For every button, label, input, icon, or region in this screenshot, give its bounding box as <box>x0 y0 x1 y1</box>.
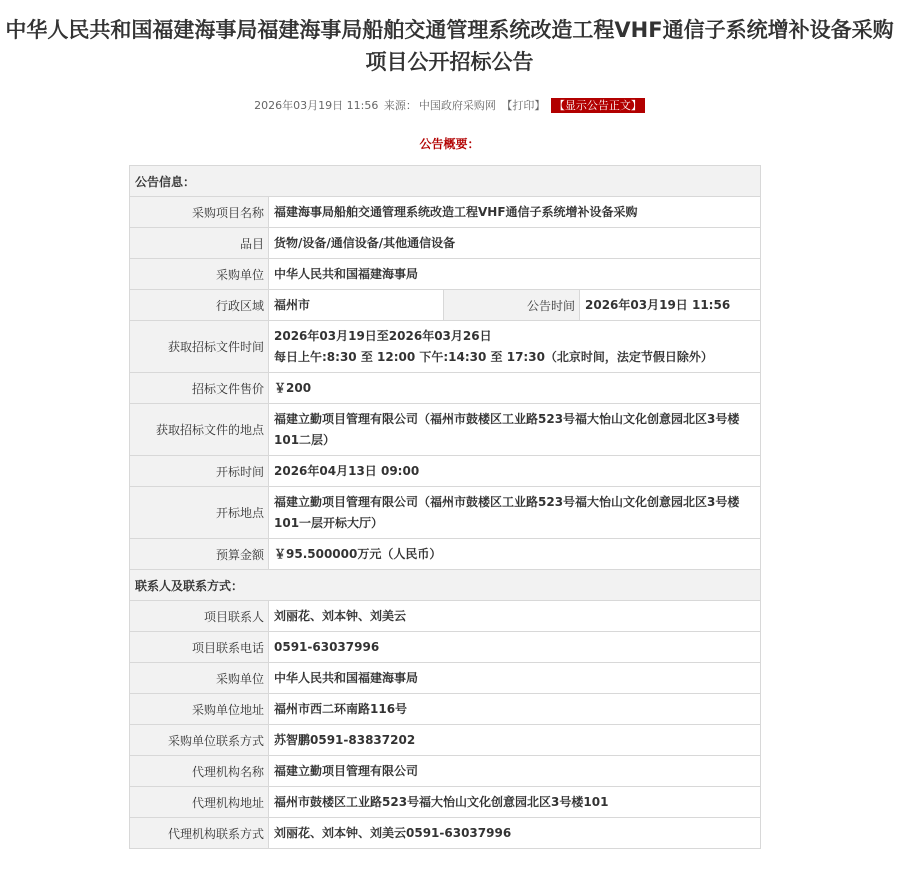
table-row <box>130 725 761 756</box>
open-time-value: 2026年04月13日 09:00 <box>269 456 761 487</box>
table-row <box>130 818 761 849</box>
table-row <box>130 197 761 228</box>
row-label: 采购单位地址 <box>130 694 269 725</box>
project-name-value: 福建海事局船舶交通管理系统改造工程VHF通信子系统增补设备采购 <box>269 197 761 228</box>
table-row <box>130 259 761 290</box>
table-row <box>130 601 761 632</box>
purchaser-value: 中华人民共和国福建海事局 <box>269 259 761 290</box>
row-label: 采购单位 <box>130 663 269 694</box>
budget-value: ￥95.500000万元（人民币） <box>269 539 761 570</box>
category-value: 货物/设备/通信设备/其他通信设备 <box>269 228 761 259</box>
notice-time-value: 2026年03月19日 11:56 <box>580 290 761 321</box>
section-notice-info: 公告信息： <box>130 166 761 197</box>
section-row <box>130 570 761 601</box>
region-value: 福州市 <box>269 290 444 321</box>
show-notice-button[interactable]: 【显示公告正文】 <box>551 98 645 113</box>
table-row <box>130 756 761 787</box>
row-label: 采购单位 <box>130 259 269 290</box>
print-link[interactable]: 【打印】 <box>501 99 546 112</box>
row-label: 公告时间 <box>444 290 580 321</box>
agency-address-value: 福州市鼓楼区工业路523号福大怡山文化创意园北区3号楼101 <box>269 787 761 818</box>
table-row <box>130 404 761 456</box>
announcement-meta <box>0 98 899 114</box>
table-row <box>130 290 761 321</box>
doc-time-hours: 每日上午:8:30 至 12:00 下午:14:30 至 17:30（北京时间，法定节假日除外） <box>274 349 713 364</box>
table-row <box>130 373 761 404</box>
table-row <box>130 456 761 487</box>
table-row <box>130 632 761 663</box>
purchaser-address-value: 福州市西二环南路116号 <box>269 694 761 725</box>
row-label: 获取招标文件的地点 <box>130 404 269 456</box>
row-label: 开标时间 <box>130 456 269 487</box>
row-label: 采购项目名称 <box>130 197 269 228</box>
table-row <box>130 228 761 259</box>
row-label: 招标文件售价 <box>130 373 269 404</box>
row-label: 代理机构联系方式 <box>130 818 269 849</box>
doc-time-value <box>269 321 761 373</box>
section-row <box>130 166 761 197</box>
project-phone-value: 0591-63037996 <box>269 632 761 663</box>
agency-name-value: 福建立勤项目管理有限公司 <box>269 756 761 787</box>
row-label: 预算金额 <box>130 539 269 570</box>
row-label: 代理机构名称 <box>130 756 269 787</box>
table-row <box>130 487 761 539</box>
announcement-table <box>129 165 761 849</box>
row-label: 项目联系电话 <box>130 632 269 663</box>
row-label: 获取招标文件时间 <box>130 321 269 373</box>
doc-price-value: ￥200 <box>269 373 761 404</box>
table-row <box>130 321 761 373</box>
row-label: 开标地点 <box>130 487 269 539</box>
doc-time-dates: 2026年03月19日至2026年03月26日 <box>274 328 492 343</box>
section-contact-info: 联系人及联系方式： <box>130 570 761 601</box>
table-row <box>130 787 761 818</box>
row-label: 品目 <box>130 228 269 259</box>
row-label: 行政区域 <box>130 290 269 321</box>
purchaser-contact-value: 苏智鹏0591-83837202 <box>269 725 761 756</box>
project-contact-value: 刘丽花、刘本钟、刘美云 <box>269 601 761 632</box>
contact-purchaser-value: 中华人民共和国福建海事局 <box>269 663 761 694</box>
doc-place-value: 福建立勤项目管理有限公司（福州市鼓楼区工业路523号福大怡山文化创意园北区3号楼101二层） <box>269 404 761 456</box>
row-label: 项目联系人 <box>130 601 269 632</box>
table-row <box>130 694 761 725</box>
table-row <box>130 539 761 570</box>
row-label: 代理机构地址 <box>130 787 269 818</box>
table-row <box>130 663 761 694</box>
source-label: 来源： <box>383 99 417 112</box>
source-name: 中国政府采购网 <box>418 99 496 112</box>
row-label: 采购单位联系方式 <box>130 725 269 756</box>
summary-heading: 公告概要： <box>419 137 480 151</box>
open-place-value: 福建立勤项目管理有限公司（福州市鼓楼区工业路523号福大怡山文化创意园北区3号楼101一层开标大厅） <box>269 487 761 539</box>
page-title: 中华人民共和国福建海事局福建海事局船舶交通管理系统改造工程VHF通信子系统增补设备采购项目公开招标公告 <box>5 18 894 74</box>
agency-contact-value: 刘丽花、刘本钟、刘美云0591-63037996 <box>269 818 761 849</box>
publish-datetime: 2026年03月19日 11:56 <box>254 99 379 112</box>
